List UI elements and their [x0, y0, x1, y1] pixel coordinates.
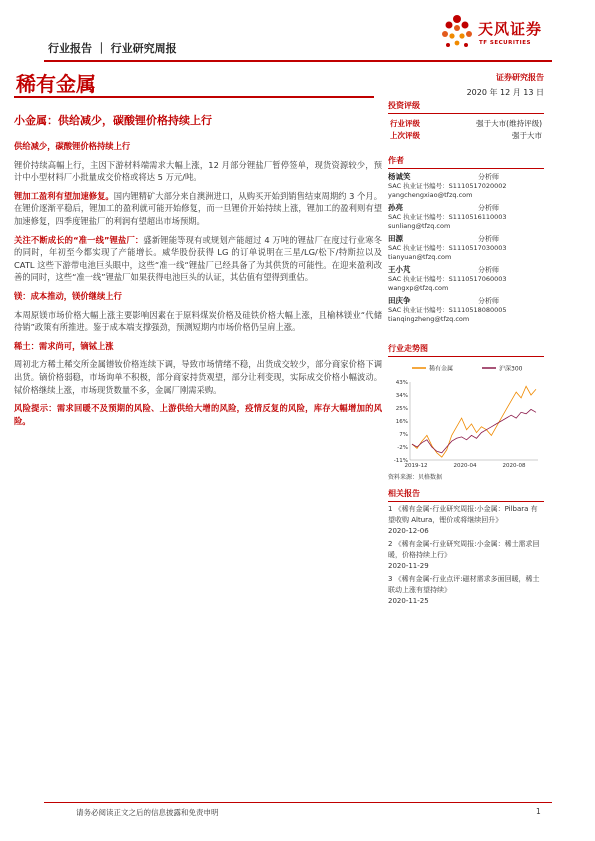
section-heading-magnesium: 镁：成本推动，镁价继续上行: [14, 290, 122, 301]
analyst-email[interactable]: wangxp@tfzq.com: [388, 284, 449, 292]
report-type: 证券研究报告: [496, 73, 544, 82]
analyst-cert: SAC 执业证书编号：S1110517030003: [388, 244, 507, 252]
analyst-cert: SAC 执业证书编号：S1110517060003: [388, 275, 507, 283]
section-heading-rare-earth: 稀土：需求尚可，镝铽上涨: [14, 340, 114, 351]
related-list: [388, 504, 544, 607]
related-panel: [388, 488, 544, 607]
logo-mark-icon: [440, 14, 474, 52]
analyst-role: 分析师: [478, 266, 499, 274]
related-item-date: 2020-12-06: [388, 527, 429, 535]
sector-title: 稀有金属: [16, 72, 96, 96]
analyst-name: 杨诚笑: [388, 172, 411, 181]
related-item-date: 2020-11-29: [388, 562, 429, 570]
y-tick-label: -2%: [397, 445, 408, 451]
report-date: 2020 年 12 月 13 日: [466, 88, 544, 97]
related-item-title[interactable]: 3 《稀有金属-行业点评:磁材需求多面回暖，稀土联动上涨有望持续》: [388, 575, 540, 594]
risk-warning: 风险提示：需求回暖不及预期的风险、上游供给大增的风险，疫情反复的风险，库存大幅增加的风险。: [14, 403, 382, 426]
rating-title: 投资评级: [388, 100, 544, 114]
analyst-cert: SAC 执业证书编号：S1110518080005: [388, 306, 507, 314]
trend-title: 行业走势图: [388, 343, 544, 357]
paragraph-second-tier: [14, 234, 382, 284]
authors-panel: [388, 155, 544, 324]
rating-panel: [388, 100, 544, 142]
series-line: [412, 386, 536, 457]
company-logo: [440, 14, 552, 54]
sector-divider: [14, 96, 374, 98]
trend-chart: [388, 360, 544, 472]
analyst-entry: [388, 203, 544, 231]
footer-divider: [44, 802, 552, 803]
analyst-cert: SAC 执业证书编号：S1110517020002: [388, 182, 507, 190]
related-item-title[interactable]: 2 《稀有金属-行业研究周报:小金属：稀土需求回暖，价格持续上行》: [388, 540, 540, 559]
paragraph-lithium-processing: [14, 190, 382, 228]
y-tick-label: 7%: [399, 432, 408, 438]
related-item-date: 2020-11-25: [388, 597, 429, 605]
analyst-name: 田庆争: [388, 296, 411, 305]
analyst-entry: [388, 234, 544, 262]
y-tick-label: 16%: [395, 419, 408, 425]
analyst-name: 孙亮: [388, 203, 403, 212]
x-tick-label: 2020-08: [502, 463, 526, 469]
trend-panel: [388, 343, 544, 481]
section-heading-lithium: 供给减少，碳酸锂价格持续上行: [14, 141, 131, 151]
analyst-role: 分析师: [478, 173, 499, 181]
logo-text: 天风证券: [478, 20, 543, 38]
paragraph-lithium-price: 锂价持续高幅上行，主因下游材料端需求大幅上涨，12 月部分锂盐厂暂停签单，现货资源较少，预计中小型材料厂小批量成交价格或将达 5 万元/吨。: [14, 159, 382, 183]
report-title: 小金属：供给减少，碳酸锂价格持续上行: [14, 114, 212, 127]
page-number: 1: [536, 807, 541, 816]
footer-disclaimer: 请务必阅读正文之后的信息披露和免责申明: [76, 808, 219, 817]
analyst-cert: SAC 执业证书编号：S1110516110003: [388, 213, 507, 221]
rating-value: 强于大市: [512, 131, 542, 140]
y-tick-label: 34%: [395, 393, 408, 399]
x-tick-label: 2019-12: [404, 463, 428, 469]
analyst-role: 分析师: [478, 297, 499, 305]
analyst-entry: [388, 172, 544, 200]
logo-subtext: TF SECURITIES: [479, 40, 531, 46]
analyst-email[interactable]: tianyuan@tfzq.com: [388, 253, 452, 261]
keyword-lead: 关注不断成长的“准一线”锂盐厂：: [14, 234, 144, 245]
analyst-entry: [388, 265, 544, 293]
analyst-role: 分析师: [478, 235, 499, 243]
legend-label: 稀有金属: [429, 365, 454, 373]
y-tick-label: 43%: [395, 380, 408, 386]
rating-row-industry: [388, 118, 544, 130]
main-content: [14, 140, 382, 433]
keyword-lead: 锂加工盈利有望加速修复。: [14, 190, 114, 201]
paragraph-text: 国内锂精矿大部分来自澳洲进口，从购买开始到销售结束周期约 3 个月。在锂价逐渐平稳后，锂加工的盈利就可能开始修复，而一旦锂价开始持续上涨，锂加工的盈利则有望加速修复，四季度锂盐厂的利润有望超出市场预期。: [14, 190, 382, 226]
rating-label: 行业评级: [390, 119, 420, 128]
rating-value: 强于大市(维持评级): [476, 119, 542, 128]
analyst-email[interactable]: tianqingzheng@tfzq.com: [388, 315, 470, 323]
related-item-title[interactable]: 1 《稀有金属-行业研究周报:小金属：Pilbara 有望收购 Altura，锂价或将继续回升》: [388, 505, 538, 524]
chart-source: 资料来源：贝格数据: [388, 474, 443, 481]
analyst-email[interactable]: sunliang@tfzq.com: [388, 222, 451, 230]
analyst-name: 王小芃: [388, 265, 411, 274]
analyst-email[interactable]: yangchengxiao@tfzq.com: [388, 191, 473, 199]
x-tick-label: 2020-04: [453, 463, 477, 469]
related-item[interactable]: [388, 539, 544, 572]
related-title: 相关报告: [388, 488, 544, 502]
series-line: [412, 409, 536, 452]
y-tick-label: 25%: [395, 406, 408, 412]
related-item[interactable]: [388, 574, 544, 607]
legend-label: 沪深300: [499, 365, 523, 373]
header-divider: [44, 60, 552, 62]
rating-row-previous: [388, 130, 544, 142]
analyst-role: 分析师: [478, 204, 499, 212]
paragraph-rare-earth: 周初北方稀土稀交所金属镨钕价格连续下调，导致市场情绪不稳，出货成交较少，部分商家价格下调出货。镝价格弱稳，市场询单不积极，部分商家持货观望，部分让利变现，实际成交价格小幅波动。铽价格继续上涨，市场现货数量不多，金属厂刚需采购。: [14, 359, 382, 395]
y-tick-label: -11%: [393, 458, 408, 464]
analyst-entry: [388, 296, 544, 324]
paragraph-magnesium: 本周原镁市场价格大幅上涨主要影响因素在于原料煤炭价格及硅铁价格大幅上涨，且榆林镁业“代储待销”政策有所推进。鉴于成本端支撑强劲，预测短期内市场价格仍呈肩上涨。: [14, 309, 382, 333]
paragraph-text: 盛新锂能等现有或规划产能超过 4 万吨的锂盐厂在度过行业寒冬的同时，年初至今都实现了产能增长。威华股份获得 LG 的订单说明在三星/LG/松下/特斯拉以及 CATL 这些下游带电池巨头眼中，这些“准一线“锂盐厂已经具备了为其供货的可能性。在迎来盈利改善的同时，这些“准一线”锂盐厂如果获得电池巨头的认证，其估值有望得到重估。: [14, 234, 382, 283]
authors-title: 作者: [388, 155, 544, 169]
analyst-name: 田源: [388, 234, 403, 243]
related-item[interactable]: [388, 504, 544, 537]
report-category: 行业报告 ｜ 行业研究周报: [48, 42, 177, 55]
rating-label: 上次评级: [390, 131, 420, 140]
